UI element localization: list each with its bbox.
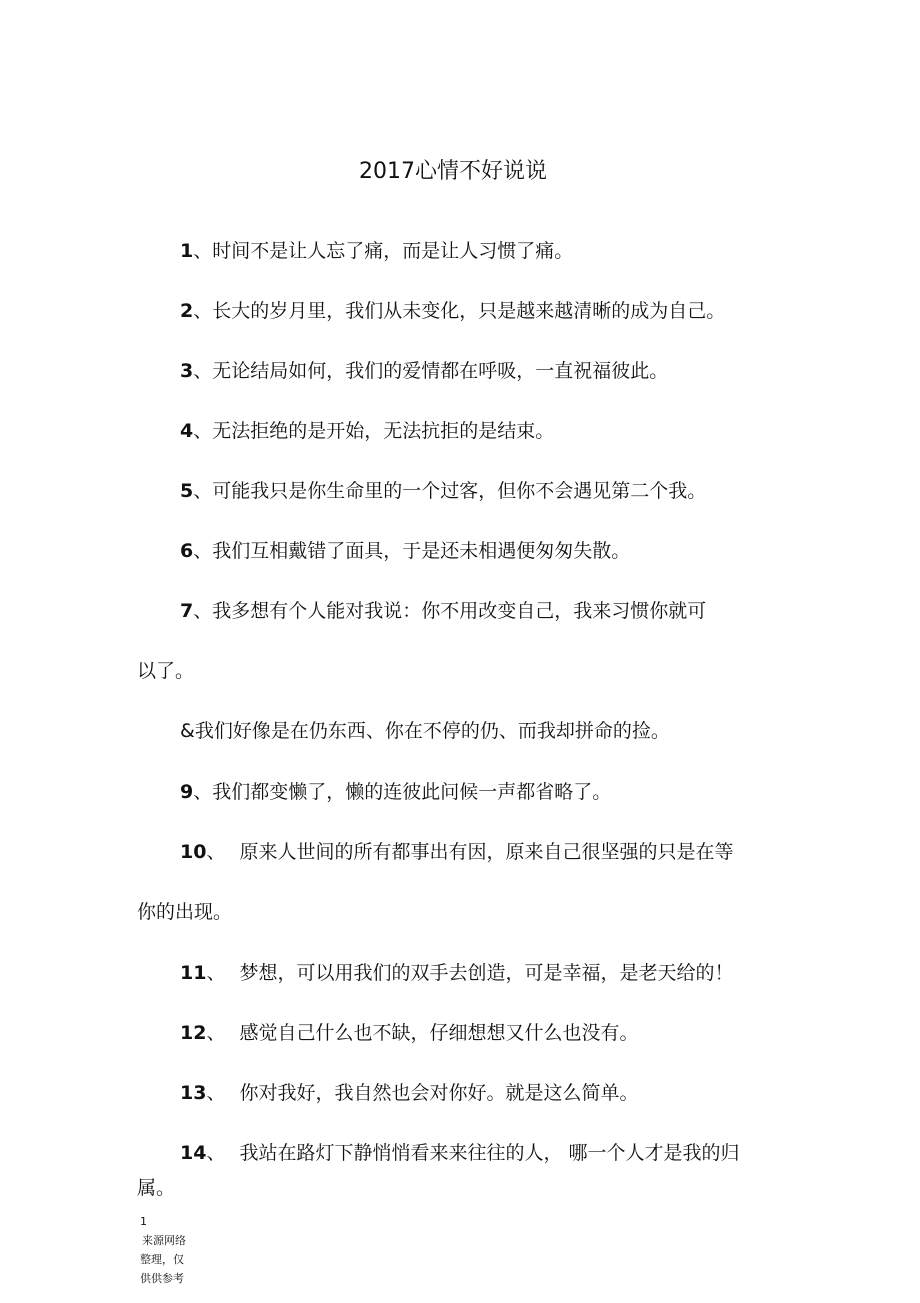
list-item: [180, 538, 630, 564]
item-separator: 、: [193, 540, 213, 562]
item-separator: 、: [193, 240, 213, 262]
item-separator: 、: [206, 1142, 226, 1164]
item-separator: 、: [206, 1082, 226, 1104]
item-number: 10: [180, 841, 207, 863]
item-separator: 、: [193, 300, 213, 322]
item-number: 9: [180, 781, 194, 803]
list-item: [180, 1080, 638, 1106]
list-item: [180, 358, 668, 384]
item-number: 12: [180, 1022, 207, 1044]
item-separator: 、: [193, 420, 213, 442]
item-text: 时间不是让人忘了痛，而是让人习惯了痛。: [212, 240, 574, 262]
item-number: 14: [180, 1142, 207, 1164]
item-number: 6: [180, 540, 194, 562]
item-number: 5: [180, 480, 194, 502]
item-text: 可能我只是你生命里的一个过客，但你不会遇见第二个我。: [212, 480, 707, 502]
footer-note-line-1: 来源网络: [142, 1234, 186, 1247]
list-item: [180, 598, 706, 624]
item-text-continued: 属。: [137, 1177, 176, 1199]
item-separator: 、: [193, 600, 213, 622]
item-separator: 、: [206, 962, 226, 984]
item-number: 3: [180, 360, 194, 382]
list-item: [180, 718, 670, 744]
list-item: [180, 1020, 638, 1046]
item-text: 我多想有个人能对我说：你不用改变自己，我来习惯你就可: [212, 600, 707, 622]
item-separator: 、: [206, 1022, 226, 1044]
item-number: 13: [180, 1082, 207, 1104]
item-text: 感觉自己什么也不缺，仔细想想又什么也没有。: [239, 1022, 639, 1044]
item-number: 2: [180, 300, 194, 322]
item-text: 我们互相戴错了面具，于是还未相遇便匆匆失散。: [212, 540, 631, 562]
list-item: [180, 839, 733, 865]
item-number: 4: [180, 420, 194, 442]
list-item: [180, 478, 706, 504]
item-text-continued: 以了。: [137, 660, 195, 682]
item-text: 无法拒绝的是开始，无法抗拒的是结束。: [212, 420, 555, 442]
list-item: [180, 418, 554, 444]
item-separator: 、: [193, 480, 213, 502]
list-item-continuation: [137, 899, 232, 925]
item-separator: 、: [193, 781, 213, 803]
list-item-continuation: [137, 1175, 175, 1201]
list-item: [180, 238, 573, 264]
item-text: 长大的岁月里，我们从未变化，只是越来越清晰的成为自己。: [212, 300, 726, 322]
list-item: [180, 960, 733, 986]
item-text: 我站在路灯下静悄悄看来来往往的人， 哪一个人才是我的归: [239, 1142, 740, 1164]
item-number: 1: [180, 240, 194, 262]
item-text: 原来人世间的所有都事出有因，原来自己很坚强的只是在等: [239, 841, 734, 863]
footer-note-line-2: 整理，仅: [140, 1253, 184, 1266]
item-text: 无论结局如何，我们的爱情都在呼吸，一直祝福彼此。: [212, 360, 669, 382]
footer-note-line-3: 供供参考: [140, 1272, 184, 1285]
document-title: 2017心情不好说说: [359, 159, 547, 184]
item-text: 我们都变懒了，懒的连彼此问候一声都省略了。: [212, 781, 612, 803]
item-number: 7: [180, 600, 194, 622]
list-item: [180, 779, 611, 805]
item-text: 梦想，可以用我们的双手去创造，可是幸福，是老天给的！: [239, 962, 734, 984]
item-text-continued: 你的出现。: [137, 901, 233, 923]
item-separator: 、: [206, 841, 226, 863]
list-item: [180, 1140, 740, 1166]
page-number: 1: [140, 1215, 147, 1228]
item-separator: 、: [193, 360, 213, 382]
item-number: 11: [180, 962, 207, 984]
list-item-continuation: [137, 658, 194, 684]
item-text: 你对我好，我自然也会对你好。就是这么简单。: [239, 1082, 639, 1104]
list-item: [180, 298, 725, 324]
item-text: &我们好像是在仍东西、你在不停的仍、而我却拼命的捡。: [180, 720, 670, 742]
